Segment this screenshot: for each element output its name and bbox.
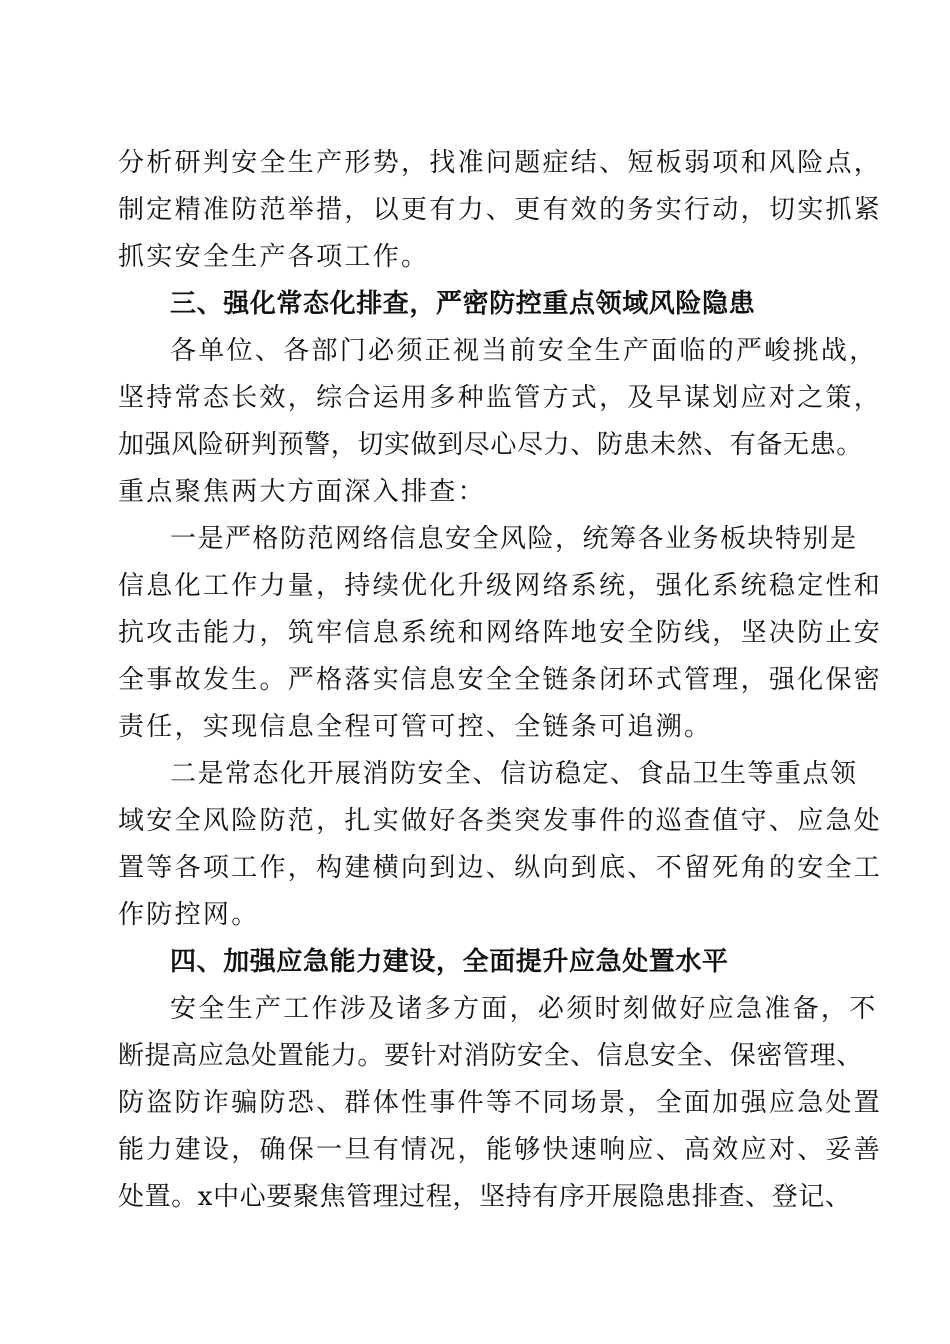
text-line: 抓实安全生产各项工作。	[118, 242, 430, 272]
section-heading-3: 三、强化常态化排查，严密防控重点领域风险隐患	[170, 289, 756, 319]
text-line: 坚持常态长效，综合运用多种监管方式，及早谋划应对之策，	[118, 383, 883, 413]
text-line: 分析研判安全生产形势，找准问题症结、短板弱项和风险点，	[118, 148, 883, 178]
text-line: 安全生产工作涉及诸多方面，必须时刻做好应急准备，不	[170, 994, 878, 1024]
section-heading-4: 四、加强应急能力建设，全面提升应急处置水平	[170, 947, 729, 977]
text-line: 能力建设，确保一旦有情况，能够快速响应、高效应对、妥善	[118, 1135, 883, 1165]
text-line: 处置。x中心要聚焦管理过程，坚持有序开展隐患排查、登记、	[118, 1182, 852, 1212]
text-line: 作防控网。	[118, 900, 260, 930]
text-line: 断提高应急处置能力。要针对消防安全、信息安全、保密管理、	[118, 1041, 863, 1071]
text-line: 二是常态化开展消防安全、信访稳定、食品卫生等重点领	[170, 759, 858, 789]
text-line: 一是严格防范网络信息安全风险，统筹各业务板块特别是	[170, 524, 858, 554]
text-line: 重点聚焦两大方面深入排查：	[118, 477, 486, 507]
text-line: 抗攻击能力，筑牢信息系统和网络阵地安全防线，坚决防止安	[118, 618, 883, 648]
text-line: 加强风险研判预警，切实做到尽心尽力、防患未然、有备无患。	[118, 430, 863, 460]
text-line: 制定精准防范举措，以更有力、更有效的务实行动，切实抓紧	[118, 195, 883, 225]
text-line: 各单位、各部门必须正视当前安全生产面临的严峻挑战，	[170, 336, 878, 366]
text-line: 防盗防诈骗防恐、群体性事件等不同场景，全面加强应急处置	[118, 1088, 883, 1118]
text-line: 责任，实现信息全程可管可控、全链条可追溯。	[118, 712, 713, 742]
text-line: 置等各项工作，构建横向到边、纵向到底、不留死角的安全工	[118, 853, 883, 883]
text-line: 信息化工作力量，持续优化升级网络系统，强化系统稳定性和	[118, 571, 883, 601]
text-line: 域安全风险防范，扎实做好各类突发事件的巡查值守、应急处	[118, 806, 883, 836]
text-line: 全事故发生。严格落实信息安全全链条闭环式管理，强化保密	[118, 665, 883, 695]
